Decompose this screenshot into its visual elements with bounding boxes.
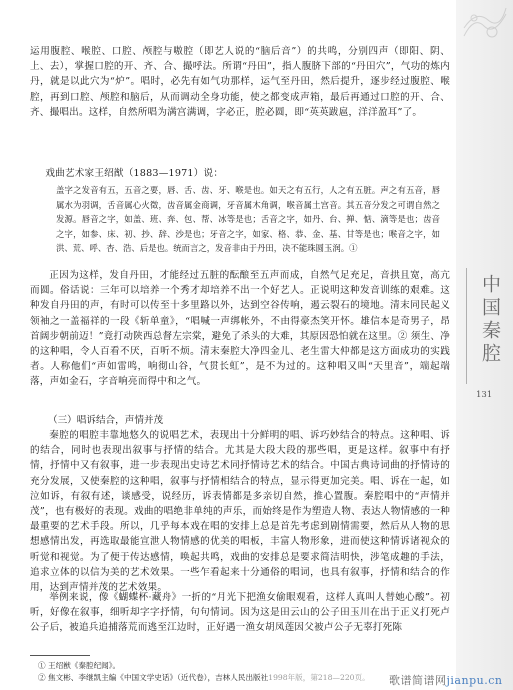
paragraph-text: 正因为这样，发自丹田，才能经过五脏的酝酿至五声而成，自然气足充足，音拱且宽，高亢而圆。俗话说：三年可以培养一个秀才却培养不出一个好艺人。正说明这种发音训练的艰难。这种发自丹田的声，有时可以传至十多里路以外，达到空谷传响，遏云裂石的境地。清末同民起义领袖之一盖福祥的一段《斩单童》，“唱喊一声绑帐外，不由得豪杰笑开怀。雄信本是奇男子，昂首阔步朝前迈！”竟打动陕西总督左宗棠，避免了杀头的大难，其原因恐怕就在这里。② 须生、净的这种唱，令人百看不厌，百听不烦。清末秦腔大净四金儿、老生雷大仲都是这方面成功的实践者。人称他们“声如雷鸣，响彻山谷，气贯长虹”，是不为过的。这种唱又叫“天里音”，端起端落，声如金石，字音响亮而得中和之气。 [30,270,450,388]
watermark-suffix: jianpu.cn [446,674,503,687]
paragraph-text: 运用腹腔、喉腔、口腔、颅腔与嗷腔（即艺人说的“脑后音”）的共鸣，分别四声（即阳、阴、上、去），掌握口腔的开、齐、合、撮呼法。所谓“丹田”，指人腹脐下部的“丹田穴”，气功的炼内丹，就是以此穴为“炉”。唱时，必先有如气功那样，运气至丹田，然后提升，逐步经过腹腔、喉腔，再到口腔、颅腔和脑后，从而调动全身功能，使之都变成声箱，最后再通过口腔的开、合、齐、撮唱出。这样，自然所唱为满宫满调，字必正，腔必圆，即“英英跋扈，洋洋盈耳”了。 [30,46,450,118]
paragraph-text: 举例来说，像《蝴蝶杯·藏舟》一折的“月光下把渔女偷眼观看，这样人真叫人替她心酸”。初听，好像在叙事，细听却字字抒情，句句情词。因为这是田云山的公子田玉川在出于正义打死卢公子后，被追兵追捕落荒而逃至江边时，正好遇一渔女胡凤莲因父被卢公子无辜打死陈 [30,592,450,634]
block-quote: 盖字之发音有五，五音之要，唇、舌、齿、牙、喉是也。如天之有五行，人之有五脏。声之有五音，唇属水为羽调，舌音属心火徵，齿音属金商调，牙音属木角调，喉音属土宫音。其五音分发之可谓自然之发源。唇音之字，如盖、班、奔、包、帮、冰等是也；舌音之字，如丹、台、掸、惦、滴等是也；齿音之字，如参、床、初、抄、辞、沙是也；牙音之字，如家、格、恭、金、基、甘等是也；喉音之字，如洪、荒、呼、杏、浩、后是也。统而言之，发音非由于丹田，决不能珠圆玉润。① [56,185,440,254]
page-number: 131 [476,390,493,400]
quote-intro: 戏曲艺术家王绍猷（1883—1971）说： [45,168,224,179]
footnote-mark: ② [38,673,46,682]
running-title: 中国秦腔 [479,274,501,366]
watermark [389,672,502,688]
paragraph-sing-and-narrate [30,428,450,595]
footnote-text: 焦文彬、李继凯主编《中国文学史话》（近代卷），吉林人民出版社 [48,673,269,682]
footnote-1 [38,660,458,672]
paragraph-example [30,590,450,636]
footnote-text-faded: 1998年版，第218—220页。 [268,673,370,682]
footnote-text: 王绍猷《秦腔纪闻》。 [48,661,121,670]
paragraph-text: 秦腔的唱腔丰靠地悠久的说唱艺术，表现出十分鲜明的唱、诉巧妙结合的特点。这种唱、诉的结合，同时也表现出叙事与抒情的结合。尤其是大段大段的那些唱，更是这样。叙事中有抒情，抒情中又有叙事，进一步表现出史诗艺术同抒情诗艺术的结合。中国古典诗词曲的抒情诗的充分发展，又使秦腔的这种唱，叙事与抒情相结合的特点，显示得更加完美。唱、诉在一起，如泣如诉，有叙有述，谈感受，说经历，诉表情都是多亲切自然，推心置腹。秦腔唱中的“声情并茂”，也有极好的表现。戏曲的唱绝非单纯的声乐，而始终是作为塑造人物、表达人物情感的一种最重要的艺术手段。所以，几乎每本戏在唱的安排上总是首先考虑到剧情需要，然后从人物的思想感情出发，再选取最能宣泄人物情感的优美的唱板，丰富人物形象，进而使这种情诉诸视众的听觉和视觉。为了便于传达感情，唤起共鸣，戏曲的安排总是要求简洁明快，涉笔成趣的手法，追求立体的以信为美的艺术效果。一些乍看起来十分通俗的唱词，也具有叙事，抒情和结合的作用，达到声情并茂的艺术效果。 [30,430,450,594]
footnote-divider [30,655,90,656]
section-heading: （三）唱诉结合，声情并茂 [48,415,164,426]
decorative-pattern-icon [462,6,508,42]
paragraph-dantian [30,268,450,390]
watermark-prefix: 歌谱简谱网 [389,674,447,687]
paragraph-singing-technique [30,44,450,120]
footnote-mark: ① [38,661,46,670]
